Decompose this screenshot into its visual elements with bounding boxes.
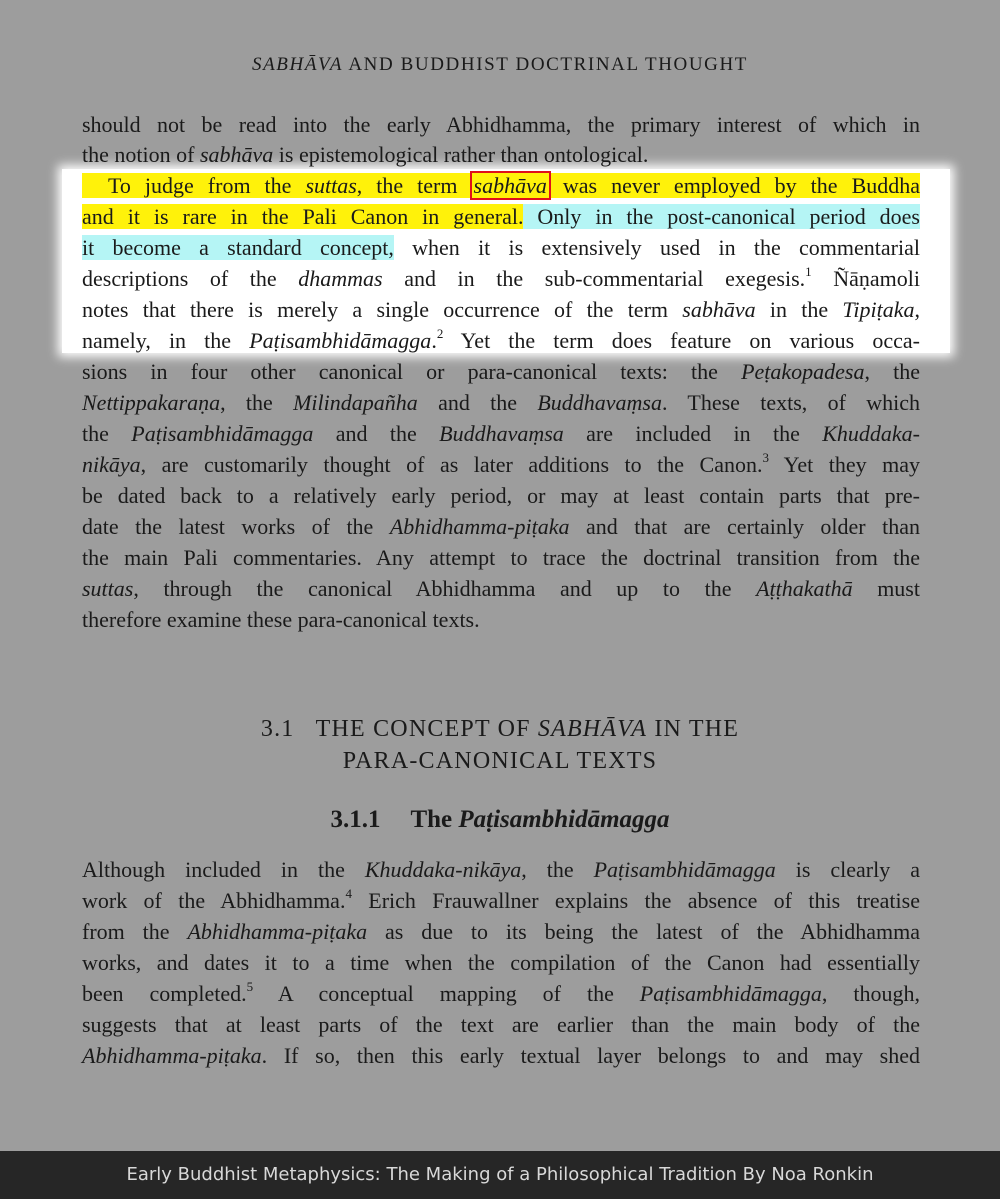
text-line: Nettippakaraṇa, the Milindapañha and the Buddhavaṃsa. These texts, of which xyxy=(82,390,920,415)
text-line: be dated back to a relatively early period, or may at least contain parts that pre- xyxy=(82,483,920,508)
text-line: suttas, through the canonical Abhidhamma and up to the Aṭṭhakathā must xyxy=(82,576,920,601)
text-line: Abhidhamma-piṭaka. If so, then this early textual layer belongs to and may shed xyxy=(82,1043,920,1068)
text-line: therefore examine these para-canonical texts. xyxy=(82,607,480,632)
text-line xyxy=(82,171,920,201)
text-line: the main Pali commentaries. Any attempt to trace the doctrinal transition from the xyxy=(82,545,920,570)
highlight-yellow: and it is rare in the Pali Canon in general. xyxy=(82,204,524,229)
text-line: from the Abhidhamma-piṭaka as due to its being the latest of the Abhidhamma xyxy=(82,919,920,944)
text-line: Although included in the Khuddaka-nikāya, the Paṭisambhidāmagga is clearly a xyxy=(82,857,920,882)
text-line: been completed.$^5$ A conceptual mapping of the Paṭisambhidāmagga, though, xyxy=(82,978,920,1006)
text-line: the Paṭisambhidāmagga and the Buddhavaṃsa are included in the Khuddaka- xyxy=(82,421,920,446)
text-line xyxy=(82,202,920,232)
text-line: nikāya, are customarily thought of as later additions to the Canon.$^3$ Yet they may xyxy=(82,449,920,477)
text-line: work of the Abhidhamma.$^4$ Erich Frauwallner explains the absence of this treatise xyxy=(82,885,920,913)
text-line: suggests that at least parts of the text are earlier than the main body of the xyxy=(82,1012,920,1037)
running-head: SABHĀVA AND BUDDHIST DOCTRINAL THOUGHT xyxy=(251,54,748,75)
highlight-cyan: Only in the post-canonical period does xyxy=(523,204,920,229)
text-line: notes that there is merely a single occurrence of the term sabhāva in the Tipiṭaka, xyxy=(82,297,920,322)
text-line: date the latest works of the Abhidhamma-piṭaka and that are certainly older than xyxy=(82,514,920,539)
text-line: it become a standard concept, when it is extensively used in the commentarial xyxy=(82,235,920,260)
text-line: should not be read into the early Abhidhamma, the primary interest of which in xyxy=(82,112,920,137)
text-line: works, and dates it to a time when the compilation of the Canon had essentially xyxy=(82,950,920,975)
footer-caption: Early Buddhist Metaphysics: The Making of a Philosophical Tradition By Noa Ronkin xyxy=(0,1151,1000,1199)
subsection-heading: 3.1.1 The Paṭisambhidāmagga xyxy=(330,806,670,833)
boxed-term: sabhāva xyxy=(473,173,547,198)
text-line: descriptions of the dhammas and in the sub-commentarial exegesis.$^1$ Ñāṇamoli xyxy=(82,263,920,291)
text-line: sions in four other canonical or para-canonical texts: the Peṭakopadesa, the xyxy=(82,359,920,384)
section-heading-line2: PARA-CANONICAL TEXTS xyxy=(342,748,658,774)
text-line: the notion of sabhāva is epistemological rather than ontological. xyxy=(82,142,649,167)
highlight-cyan: it become a standard concept, xyxy=(82,235,394,260)
section-heading: 3.1 THE CONCEPT OF SABHĀVA IN THE xyxy=(260,716,740,742)
text-line: namely, in the Paṭisambhidāmagga.$^2$ Yet the term does feature on various occa- xyxy=(82,325,920,353)
highlight-yellow: To judge from the suttas, the term sabhāva was never employed by the Buddha xyxy=(82,173,920,198)
